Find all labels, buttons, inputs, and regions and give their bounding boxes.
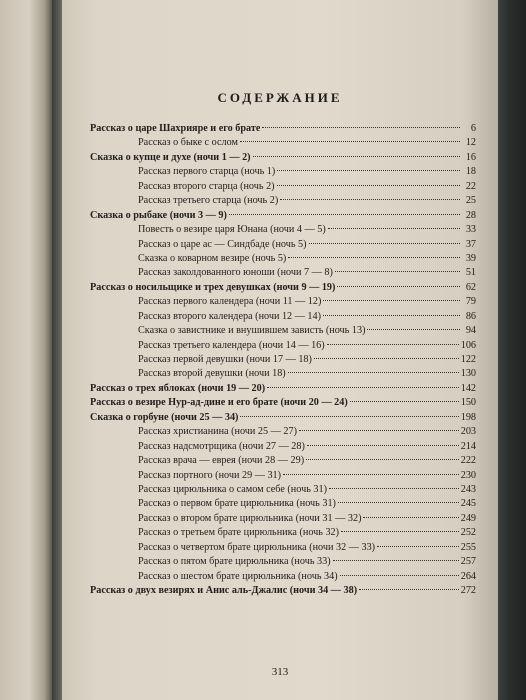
toc-leader-dots xyxy=(288,372,459,373)
toc-entry xyxy=(90,396,476,410)
toc-entry-page: 264 xyxy=(460,570,476,582)
toc-entry-title: Рассказ первого календера (ночи 11 — 12) xyxy=(138,296,322,308)
toc-entry-title: Рассказ христианина (ночи 25 — 27) xyxy=(138,426,297,438)
toc-leader-dots xyxy=(323,315,460,316)
toc-entry-page: 222 xyxy=(460,455,476,467)
toc-entry-page: 6 xyxy=(470,123,476,134)
toc-leader-dots xyxy=(341,531,459,532)
toc-entry-page: 255 xyxy=(460,541,476,553)
toc-entry-page: 198 xyxy=(460,411,476,423)
toc-entry xyxy=(90,209,476,223)
toc-entry xyxy=(90,266,476,280)
toc-entry xyxy=(90,122,476,136)
toc-entry-page: 18 xyxy=(465,166,476,178)
toc-entry-title: Рассказ о втором брате цирюльника (ночи 31 — 32) xyxy=(138,512,362,524)
toc-entry-title: Повесть о везире царя Юнана (ночи 4 — 5) xyxy=(138,224,326,236)
toc-entry-title: Рассказ цирюльника о самом себе (ночь 31) xyxy=(138,483,327,495)
toc-leader-dots xyxy=(309,243,460,244)
toc-leader-dots xyxy=(288,257,460,258)
toc-entry-title: Рассказ второй девушки (ночи 18) xyxy=(138,368,286,380)
toc-entry-title: Рассказ о носильщике и трех девушках (ночи 9 — 19) xyxy=(90,281,336,293)
toc-entry-title: Рассказ врача — еврея (ночи 28 — 29) xyxy=(138,455,305,467)
toc-entry xyxy=(90,310,476,324)
toc-leader-dots xyxy=(340,575,459,576)
toc-entry xyxy=(90,194,476,208)
toc-leader-dots xyxy=(307,445,459,446)
toc-entry-title: Рассказ о царе ас — Синдбаде (ночь 5) xyxy=(138,238,307,250)
toc-entry xyxy=(90,353,476,367)
toc-entry-page: 150 xyxy=(460,397,476,409)
toc-entry-title: Сказка о рыбаке (ночи 3 — 9) xyxy=(90,209,227,221)
toc-leader-dots xyxy=(338,502,459,503)
toc-entry-page: 37 xyxy=(465,238,476,250)
toc-entry-page: 28 xyxy=(465,209,476,221)
toc-entry-page: 249 xyxy=(460,512,476,524)
left-page-edge xyxy=(0,0,52,700)
toc-leader-dots xyxy=(262,127,460,128)
book-page xyxy=(62,0,498,700)
toc-entry xyxy=(90,165,476,179)
toc-leader-dots xyxy=(327,344,459,345)
toc-leader-dots xyxy=(329,488,459,489)
toc-entry xyxy=(90,454,476,468)
toc-entry xyxy=(90,367,476,381)
toc-entry xyxy=(90,151,476,165)
toc-leader-dots xyxy=(306,459,459,460)
book-gutter xyxy=(52,0,62,700)
toc-leader-dots xyxy=(283,474,459,475)
toc-entry-page: 243 xyxy=(460,483,476,495)
toc-entry-title: Рассказ портного (ночи 29 — 31) xyxy=(138,469,282,481)
toc-entry xyxy=(90,512,476,526)
toc-leader-dots xyxy=(359,589,459,590)
toc-entry-page: 122 xyxy=(460,354,476,365)
toc-entry-title: Сказка о горбуне (ночи 25 — 34) xyxy=(90,411,239,423)
book-cover-edge xyxy=(498,0,526,700)
toc-entry xyxy=(90,570,476,584)
toc-entry-page: 214 xyxy=(460,440,476,452)
toc-entry-page: 86 xyxy=(465,310,476,322)
toc-entry xyxy=(90,324,476,338)
page-number: 313 xyxy=(271,666,289,678)
toc-entry-title: Рассказ третьего старца (ночь 2) xyxy=(138,195,279,207)
page-title: СОДЕРЖАНИЕ xyxy=(217,90,343,105)
toc-entry-page: 252 xyxy=(460,527,476,539)
toc-entry-title: Рассказ о пятом брате цирюльника (ночь 33) xyxy=(138,556,331,568)
toc-entry-title: Рассказ о двух везирях и Анис аль-Джалис (ночи 34 — 38) xyxy=(90,585,358,596)
table-of-contents xyxy=(90,122,476,598)
toc-entry-page: 22 xyxy=(465,180,476,192)
toc-entry xyxy=(90,295,476,309)
toc-leader-dots xyxy=(240,141,460,142)
toc-leader-dots xyxy=(328,228,460,229)
toc-leader-dots xyxy=(333,560,459,561)
toc-entry-page: 94 xyxy=(465,325,476,337)
toc-leader-dots xyxy=(335,271,460,272)
toc-leader-dots xyxy=(277,185,460,186)
toc-leader-dots xyxy=(323,300,460,301)
toc-entry xyxy=(90,425,476,439)
toc-entry-page: 142 xyxy=(460,382,476,394)
toc-entry xyxy=(90,382,476,396)
toc-entry xyxy=(90,223,476,237)
toc-entry xyxy=(90,339,476,353)
toc-entry-page: 25 xyxy=(465,195,476,207)
toc-entry xyxy=(90,440,476,454)
toc-entry xyxy=(90,584,476,598)
toc-leader-dots xyxy=(240,416,458,417)
toc-entry xyxy=(90,252,476,266)
toc-entry-page: 203 xyxy=(460,426,476,438)
toc-entry xyxy=(90,281,476,295)
toc-entry-page: 257 xyxy=(460,556,476,568)
toc-leader-dots xyxy=(277,170,460,171)
toc-entry-page: 245 xyxy=(460,498,476,510)
toc-entry xyxy=(90,497,476,511)
toc-entry-title: Рассказ о первом брате цирюльника (ночь 31) xyxy=(138,498,336,510)
toc-entry-title: Рассказ первого старца (ночь 1) xyxy=(138,166,276,178)
toc-entry-title: Рассказ о четвертом брате цирюльника (ночи 32 — 33) xyxy=(138,541,376,553)
toc-entry-title: Сказка о коварном везире (ночь 5) xyxy=(138,252,287,264)
toc-entry-title: Рассказ заколдованного юноши (ночи 7 — 8) xyxy=(138,267,333,279)
toc-entry-title: Сказка о купце и духе (ночи 1 — 2) xyxy=(90,151,251,163)
toc-entry-title: Сказка о завистнике и внушившем зависть (ночь 13) xyxy=(138,325,366,337)
toc-leader-dots xyxy=(299,430,459,431)
toc-entry-page: 62 xyxy=(465,281,476,293)
toc-entry-title: Рассказ второго старца (ночь 2) xyxy=(138,180,275,192)
toc-entry-page: 79 xyxy=(465,296,476,308)
toc-entry xyxy=(90,555,476,569)
toc-leader-dots xyxy=(314,358,459,359)
toc-entry-page: 130 xyxy=(460,368,476,380)
toc-leader-dots xyxy=(337,286,460,287)
toc-entry-page: 33 xyxy=(465,224,476,236)
toc-leader-dots xyxy=(363,517,458,518)
toc-entry-title: Рассказ надсмотрщика (ночи 27 — 28) xyxy=(138,440,305,452)
toc-entry-title: Рассказ третьего календера (ночи 14 — 16) xyxy=(138,339,325,351)
toc-leader-dots xyxy=(229,214,460,215)
toc-entry-title: Рассказ о шестом брате цирюльника (ночь 34) xyxy=(138,570,338,582)
toc-leader-dots xyxy=(377,546,459,547)
toc-leader-dots xyxy=(367,329,460,330)
toc-entry-title: Рассказ первой девушки (ночи 17 — 18) xyxy=(138,354,312,365)
toc-entry-title: Рассказ о третьем брате цирюльника (ночь 32) xyxy=(138,527,340,539)
toc-entry-page: 272 xyxy=(460,585,476,596)
toc-entry-page: 12 xyxy=(465,137,476,149)
toc-entry xyxy=(90,411,476,425)
toc-leader-dots xyxy=(253,156,460,157)
toc-entry-page: 51 xyxy=(465,267,476,279)
toc-entry-page: 16 xyxy=(465,151,476,163)
toc-entry-page: 106 xyxy=(460,339,476,351)
toc-leader-dots xyxy=(267,387,459,388)
toc-entry xyxy=(90,180,476,194)
toc-entry xyxy=(90,483,476,497)
toc-entry xyxy=(90,541,476,555)
toc-entry-page: 230 xyxy=(460,469,476,481)
toc-leader-dots xyxy=(280,199,460,200)
toc-entry-title: Рассказ о царе Шахрияре и его брате xyxy=(90,123,261,134)
toc-entry xyxy=(90,238,476,252)
toc-entry-page: 39 xyxy=(465,252,476,264)
toc-leader-dots xyxy=(350,401,459,402)
toc-entry xyxy=(90,469,476,483)
toc-entry-title: Рассказ о трех яблоках (ночи 19 — 20) xyxy=(90,382,266,394)
toc-entry-title: Рассказ о везире Нур-ад-дине и его брате (ночи 20 — 24) xyxy=(90,397,348,409)
toc-entry xyxy=(90,526,476,540)
toc-entry-title: Рассказ второго календера (ночи 12 — 14) xyxy=(138,310,322,322)
toc-entry-title: Рассказ о быке с ослом xyxy=(138,137,238,149)
toc-entry xyxy=(90,136,476,150)
